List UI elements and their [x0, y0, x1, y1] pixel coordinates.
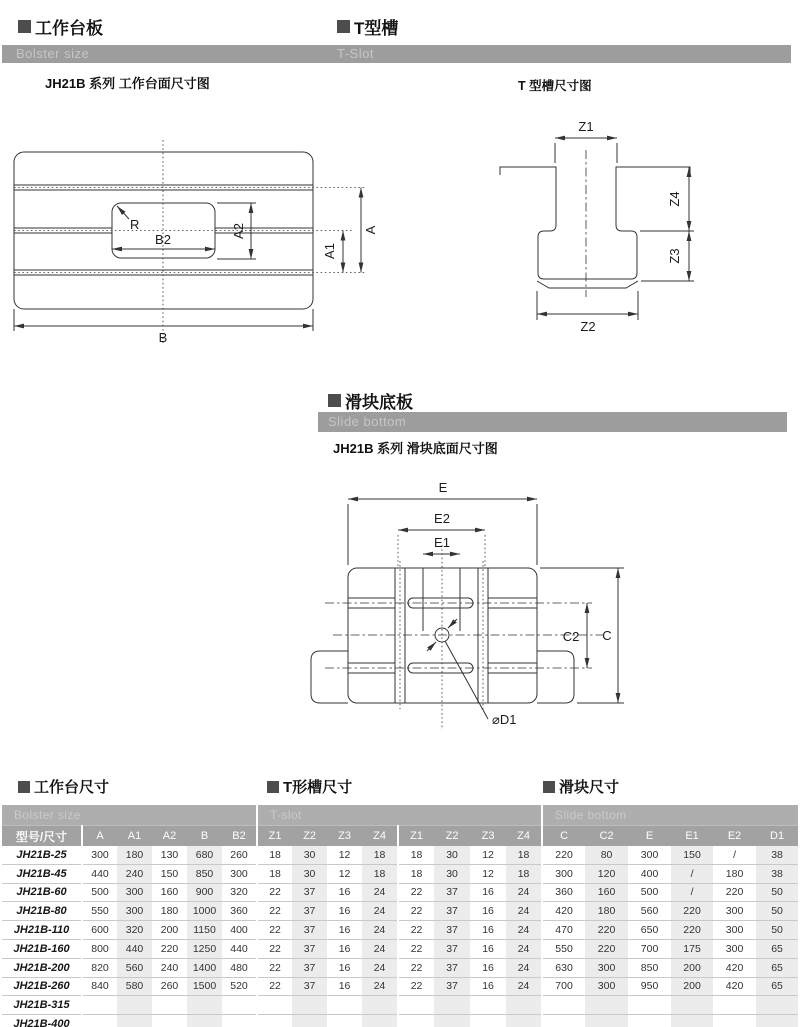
dim-label-e2: E2 — [434, 511, 450, 526]
table-cell — [222, 1015, 257, 1027]
table-cell: / — [671, 883, 713, 902]
table-cell: 24 — [506, 958, 542, 977]
section-bar-top — [2, 45, 791, 63]
table-cell: 220 — [713, 883, 756, 902]
table-cell: 580 — [117, 977, 152, 996]
table-cell: 16 — [327, 977, 362, 996]
table-cell — [506, 996, 542, 1015]
table-cell: 37 — [434, 939, 470, 958]
table-cell: 550 — [82, 902, 117, 921]
table-cell: 12 — [470, 864, 506, 883]
table-cell: 18 — [362, 864, 398, 883]
table-cell: 65 — [756, 939, 798, 958]
table-row — [2, 1015, 798, 1027]
table-cell — [713, 996, 756, 1015]
dim-label-d1: ⌀D1 — [492, 712, 517, 727]
table-cell: 150 — [671, 846, 713, 864]
model-cell: JH21B-160 — [2, 939, 82, 958]
table-title-slide — [543, 776, 619, 797]
table-cell: 37 — [292, 958, 327, 977]
column-header: E — [628, 826, 671, 847]
table-cell — [152, 996, 187, 1015]
slide-dimensions — [348, 480, 624, 727]
table-cell: 37 — [292, 939, 327, 958]
table-cell: 260 — [152, 977, 187, 996]
table-cell: 160 — [152, 883, 187, 902]
table-cell: 22 — [257, 921, 292, 940]
slide-body — [311, 545, 603, 730]
table-cell: 500 — [82, 883, 117, 902]
table-cell — [470, 996, 506, 1015]
table-cell: 30 — [292, 846, 327, 864]
section-bullet-icon — [18, 781, 30, 793]
table-cell: 22 — [398, 958, 434, 977]
dim-label-z1: Z1 — [578, 119, 594, 134]
table-cell: 700 — [628, 939, 671, 958]
table-cell: 65 — [756, 977, 798, 996]
table-cell: 600 — [82, 921, 117, 940]
table-cell: 820 — [82, 958, 117, 977]
table-cell: 650 — [628, 921, 671, 940]
table-cell: 300 — [713, 921, 756, 940]
table-cell: 16 — [470, 977, 506, 996]
table-cell: 300 — [222, 864, 257, 883]
column-header: Z2 — [434, 826, 470, 847]
table-cell: 1000 — [187, 902, 222, 921]
column-header: B2 — [222, 826, 257, 847]
table-cell: 200 — [152, 921, 187, 940]
table-cell: 950 — [628, 977, 671, 996]
column-header-model: 型号/尺寸 — [2, 826, 82, 847]
table-cell — [152, 1015, 187, 1027]
table-cell: 24 — [506, 977, 542, 996]
bolster-tslot-grooves — [14, 140, 365, 343]
table-cell: 37 — [434, 958, 470, 977]
table-cell: 180 — [117, 846, 152, 864]
table-cell: 37 — [292, 902, 327, 921]
table-cell: 560 — [117, 958, 152, 977]
model-cell: JH21B-25 — [2, 846, 82, 864]
table-row — [2, 958, 798, 977]
tslot-dimensions — [537, 119, 694, 334]
table-cell — [117, 1015, 152, 1027]
table-cell: 24 — [362, 958, 398, 977]
table-cell: 240 — [152, 958, 187, 977]
model-cell: JH21B-260 — [2, 977, 82, 996]
section-bullet-icon — [267, 781, 279, 793]
table-cell: 16 — [470, 902, 506, 921]
table-cell: 22 — [257, 977, 292, 996]
table-cell: 850 — [628, 958, 671, 977]
table-cell — [187, 996, 222, 1015]
table-row — [2, 846, 798, 864]
dim-label-r: R — [130, 217, 140, 232]
table-cell: 180 — [585, 902, 628, 921]
table-cell: 300 — [585, 958, 628, 977]
table-cell: 630 — [542, 958, 585, 977]
table-group-label: T-slot — [257, 805, 542, 826]
table-cell: 560 — [628, 902, 671, 921]
section-title-bolster — [18, 14, 103, 39]
table-cell — [628, 996, 671, 1015]
dim-label-b: B — [158, 330, 168, 345]
dim-label-e1: E1 — [434, 535, 450, 550]
table-cell: 680 — [187, 846, 222, 864]
table-group-label: Bolster size — [2, 805, 257, 826]
table-cell — [187, 1015, 222, 1027]
table-title-tslot — [267, 776, 352, 797]
table-cell: 150 — [152, 864, 187, 883]
section-bullet-icon — [337, 20, 350, 33]
table-cell: 22 — [257, 902, 292, 921]
table-cell — [585, 996, 628, 1015]
section-bullet-icon — [543, 781, 555, 793]
table-cell: 200 — [671, 958, 713, 977]
caption-bolster: JH21B 系列 工作台面尺寸图 — [45, 76, 210, 91]
table-cell: 16 — [327, 939, 362, 958]
table-cell: 16 — [327, 921, 362, 940]
table-cell — [756, 996, 798, 1015]
table-cell: 500 — [628, 883, 671, 902]
table-cell: 22 — [257, 939, 292, 958]
table-cell: 30 — [434, 864, 470, 883]
table-cell: 840 — [82, 977, 117, 996]
column-header: C — [542, 826, 585, 847]
table-cell — [756, 1015, 798, 1027]
table-cell — [82, 1015, 117, 1027]
bolster-outline — [14, 152, 313, 309]
table-cell: 480 — [222, 958, 257, 977]
table-cell: 37 — [292, 883, 327, 902]
table-cell: 300 — [82, 846, 117, 864]
column-header: Z3 — [470, 826, 506, 847]
table-row — [2, 883, 798, 902]
table-cell: 38 — [756, 864, 798, 883]
table-title-bolster-text: 工作台尺寸 — [34, 779, 110, 796]
table-cell: 24 — [362, 977, 398, 996]
table-cell: / — [713, 846, 756, 864]
table-cell: 18 — [257, 864, 292, 883]
table-cell: 16 — [327, 883, 362, 902]
section-title-slide-text: 滑块底板 — [345, 393, 413, 412]
table-cell: 24 — [506, 939, 542, 958]
table-cell: 18 — [506, 864, 542, 883]
table-cell: 300 — [585, 977, 628, 996]
table-cell: 16 — [327, 902, 362, 921]
table-cell: 220 — [585, 921, 628, 940]
table-cell: 22 — [398, 939, 434, 958]
table-cell: 50 — [756, 902, 798, 921]
table-cell: / — [671, 864, 713, 883]
table-cell: 18 — [362, 846, 398, 864]
table-cell: 800 — [82, 939, 117, 958]
dim-label-c: C — [602, 628, 612, 643]
table-cell: 24 — [362, 902, 398, 921]
table-cell — [628, 1015, 671, 1027]
table-cell: 420 — [713, 958, 756, 977]
table-cell: 440 — [82, 864, 117, 883]
section-title-tslot-text: T型槽 — [354, 19, 399, 38]
table-cell: 420 — [542, 902, 585, 921]
table-cell: 22 — [257, 958, 292, 977]
table-cell: 850 — [187, 864, 222, 883]
table-cell: 24 — [506, 883, 542, 902]
table-cell: 700 — [542, 977, 585, 996]
table-cell — [117, 996, 152, 1015]
table-cell: 400 — [628, 864, 671, 883]
table-cell: 300 — [117, 883, 152, 902]
tslot-drawing — [460, 105, 710, 340]
table-cell: 50 — [756, 883, 798, 902]
table-cell — [542, 1015, 585, 1027]
table-cell: 400 — [222, 921, 257, 940]
table-cell: 300 — [713, 939, 756, 958]
table-cell: 1500 — [187, 977, 222, 996]
table-title-bolster — [18, 776, 109, 797]
column-header: A1 — [117, 826, 152, 847]
table-cell — [222, 996, 257, 1015]
table-cell: 440 — [222, 939, 257, 958]
table-cell: 420 — [713, 977, 756, 996]
table-cell: 1400 — [187, 958, 222, 977]
table-row — [2, 864, 798, 883]
table-cell: 37 — [434, 883, 470, 902]
table-cell — [434, 996, 470, 1015]
model-cell: JH21B-60 — [2, 883, 82, 902]
dim-label-a2: A2 — [231, 223, 246, 239]
bar-label-slide: Slide bottom — [328, 414, 407, 429]
table-cell: 1150 — [187, 921, 222, 940]
table-row — [2, 939, 798, 958]
table-cell: 12 — [327, 864, 362, 883]
table-cell: 22 — [398, 977, 434, 996]
table-cell — [470, 1015, 506, 1027]
table-cell: 16 — [470, 883, 506, 902]
table-cell: 220 — [152, 939, 187, 958]
table-cell: 37 — [434, 921, 470, 940]
column-header: Z1 — [257, 826, 292, 847]
section-title-slide — [328, 388, 413, 413]
slide-drawing — [285, 475, 640, 740]
table-cell: 180 — [713, 864, 756, 883]
table-cell — [671, 996, 713, 1015]
table-cell: 22 — [398, 883, 434, 902]
table-cell: 180 — [152, 902, 187, 921]
table-cell: 300 — [542, 864, 585, 883]
model-cell: JH21B-110 — [2, 921, 82, 940]
table-cell — [585, 1015, 628, 1027]
table-cell: 1250 — [187, 939, 222, 958]
table-cell: 120 — [585, 864, 628, 883]
table-cell: 220 — [542, 846, 585, 864]
table-cell: 37 — [434, 977, 470, 996]
table-cell: 16 — [327, 958, 362, 977]
table-cell: 24 — [362, 921, 398, 940]
table-row — [2, 921, 798, 940]
table-cell — [398, 996, 434, 1015]
table-cell: 160 — [585, 883, 628, 902]
dim-label-c2: C2 — [562, 629, 580, 644]
table-cell: 220 — [585, 939, 628, 958]
table-cell: 38 — [756, 846, 798, 864]
table-cell: 300 — [117, 902, 152, 921]
column-header: E2 — [713, 826, 756, 847]
caption-slide: JH21B 系列 滑块底面尺寸图 — [333, 441, 498, 456]
section-bullet-icon — [328, 394, 341, 407]
bar-label-bolster: Bolster size — [16, 46, 90, 61]
table-cell — [327, 996, 362, 1015]
table-cell: 175 — [671, 939, 713, 958]
table-group-label: Slide bottom — [542, 805, 798, 826]
table-cell — [362, 1015, 398, 1027]
table-cell: 16 — [470, 939, 506, 958]
model-cell: JH21B-315 — [2, 996, 82, 1015]
table-cell: 12 — [470, 846, 506, 864]
column-header: B — [187, 826, 222, 847]
table-cell: 12 — [327, 846, 362, 864]
table-cell — [257, 996, 292, 1015]
table-cell: 24 — [362, 939, 398, 958]
column-header: E1 — [671, 826, 713, 847]
table-cell: 22 — [257, 883, 292, 902]
section-bar-slide — [318, 412, 787, 432]
bar-label-tslot: T-Slot — [337, 46, 374, 61]
table-cell — [713, 1015, 756, 1027]
table-cell: 30 — [434, 846, 470, 864]
table-cell: 37 — [292, 921, 327, 940]
table-cell — [542, 996, 585, 1015]
table-cell: 440 — [117, 939, 152, 958]
column-header: Z1 — [398, 826, 434, 847]
section-title-bolster-text: 工作台板 — [35, 19, 103, 38]
table-cell: 520 — [222, 977, 257, 996]
dim-label-b2: B2 — [155, 232, 171, 247]
model-cell: JH21B-200 — [2, 958, 82, 977]
table-cell — [327, 1015, 362, 1027]
table-cell: 24 — [506, 902, 542, 921]
section-bullet-icon — [18, 20, 31, 33]
model-cell: JH21B-80 — [2, 902, 82, 921]
table-cell: 18 — [257, 846, 292, 864]
table-row — [2, 996, 798, 1015]
table-cell: 24 — [362, 883, 398, 902]
dim-label-z2: Z2 — [580, 319, 596, 334]
table-cell: 37 — [434, 902, 470, 921]
bolster-dimensions — [14, 188, 378, 346]
bolster-drawing — [2, 133, 394, 348]
table-cell: 22 — [398, 921, 434, 940]
table-cell: 130 — [152, 846, 187, 864]
table-cell: 22 — [398, 902, 434, 921]
column-header: Z2 — [292, 826, 327, 847]
spec-table — [2, 805, 798, 1027]
table-cell: 18 — [398, 864, 434, 883]
dim-label-z3: Z3 — [667, 248, 682, 264]
table-cell — [671, 1015, 713, 1027]
column-header: A — [82, 826, 117, 847]
table-cell — [292, 996, 327, 1015]
table-cell: 220 — [671, 921, 713, 940]
table-title-tslot-text: T形槽尺寸 — [283, 779, 353, 796]
table-cell: 300 — [713, 902, 756, 921]
model-cell: JH21B-45 — [2, 864, 82, 883]
table-cell: 360 — [542, 883, 585, 902]
table-cell — [398, 1015, 434, 1027]
tslot-profile — [500, 150, 690, 297]
table-cell — [82, 996, 117, 1015]
table-cell: 300 — [628, 846, 671, 864]
table-title-slide-text: 滑块尺寸 — [559, 779, 620, 796]
dim-label-a1: A1 — [322, 243, 337, 259]
column-header: Z4 — [506, 826, 542, 847]
column-header: C2 — [585, 826, 628, 847]
table-cell: 220 — [671, 902, 713, 921]
section-title-tslot — [337, 14, 398, 39]
column-header: Z4 — [362, 826, 398, 847]
table-cell: 240 — [117, 864, 152, 883]
caption-tslot: T 型槽尺寸图 — [518, 79, 592, 93]
table-cell: 900 — [187, 883, 222, 902]
model-cell: JH21B-400 — [2, 1015, 82, 1027]
table-cell — [506, 1015, 542, 1027]
table-cell — [257, 1015, 292, 1027]
table-cell: 18 — [506, 846, 542, 864]
table-cell — [434, 1015, 470, 1027]
table-cell: 50 — [756, 921, 798, 940]
table-cell: 360 — [222, 902, 257, 921]
column-header: A2 — [152, 826, 187, 847]
table-cell: 320 — [222, 883, 257, 902]
column-header: D1 — [756, 826, 798, 847]
dim-label-z4: Z4 — [667, 191, 682, 207]
table-cell: 16 — [470, 958, 506, 977]
table-cell: 16 — [470, 921, 506, 940]
dim-label-a: A — [363, 225, 378, 235]
table-cell: 80 — [585, 846, 628, 864]
table-cell: 200 — [671, 977, 713, 996]
dim-label-e: E — [438, 480, 448, 495]
table-row — [2, 977, 798, 996]
table-cell: 18 — [398, 846, 434, 864]
table-cell: 470 — [542, 921, 585, 940]
table-cell: 30 — [292, 864, 327, 883]
column-header: Z3 — [327, 826, 362, 847]
table-cell: 37 — [292, 977, 327, 996]
table-row — [2, 902, 798, 921]
table-cell — [292, 1015, 327, 1027]
table-cell: 320 — [117, 921, 152, 940]
table-cell — [362, 996, 398, 1015]
table-cell: 260 — [222, 846, 257, 864]
table-cell: 24 — [506, 921, 542, 940]
table-cell: 65 — [756, 958, 798, 977]
table-cell: 550 — [542, 939, 585, 958]
